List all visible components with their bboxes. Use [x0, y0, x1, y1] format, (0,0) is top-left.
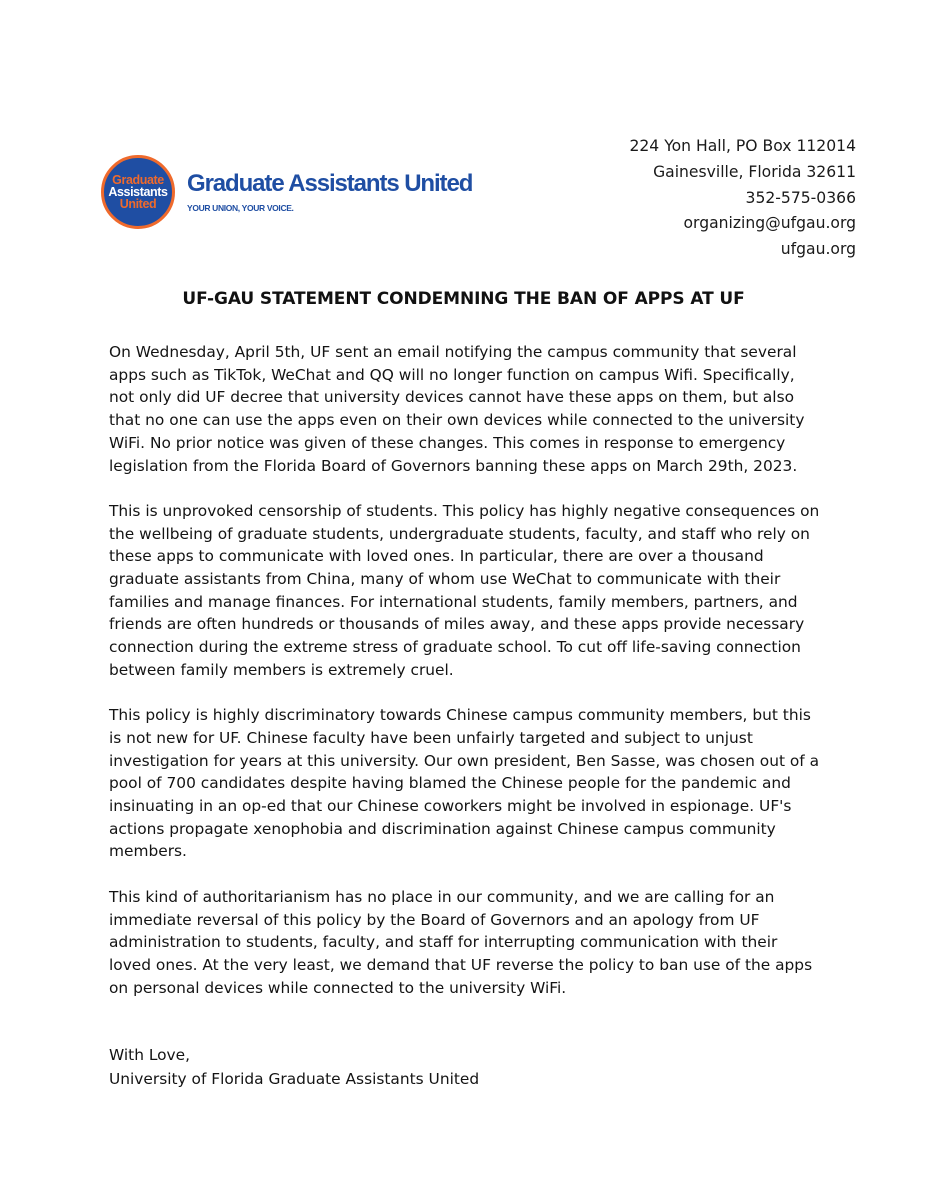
- gau-logo: [101, 155, 521, 231]
- paragraph-2: [109, 500, 829, 682]
- logo-emblem-line: Assistants: [108, 185, 168, 199]
- closing-block: [109, 1044, 479, 1091]
- text-line: that no one can use the apps even on their own devices while connected to the university: [109, 411, 805, 430]
- statement-title: UF-GAU STATEMENT CONDEMNING THE BAN OF APPS AT UF: [182, 289, 745, 309]
- statement-body: [109, 341, 829, 1022]
- text-line: On Wednesday, April 5th, UF sent an email notifying the campus community that several: [109, 343, 797, 361]
- text-line: loved ones. At the very least, we demand that UF reverse the policy to ban use of the apps: [109, 955, 813, 974]
- logo-wordmark: Graduate Assistants United: [187, 170, 473, 197]
- text-line: between family members is extremely cruel.: [109, 660, 454, 679]
- logo-emblem-line: Graduate: [112, 173, 164, 187]
- letterhead-address: [629, 134, 856, 263]
- address-phone: 352-575-0366: [745, 188, 856, 207]
- text-line: This policy is highly discriminatory towards Chinese campus community members, but this: [109, 706, 811, 725]
- closing-salutation: With Love,: [109, 1046, 191, 1064]
- text-line: the wellbeing of graduate students, undergraduate students, faculty, and staff who rely on: [109, 524, 810, 543]
- text-line: This kind of authoritarianism has no place in our community, and we are calling for an: [109, 887, 775, 906]
- text-line: This is unprovoked censorship of students. This policy has highly negative consequences on: [109, 501, 820, 520]
- text-line: immediate reversal of this policy by the Board of Governors and an apology from UF: [109, 910, 760, 929]
- address-website: ufgau.org: [780, 240, 856, 259]
- paragraph-1: [109, 341, 829, 477]
- address-city: Gainesville, Florida 32611: [653, 162, 856, 181]
- closing-signature: University of Florida Graduate Assistants United: [109, 1069, 480, 1088]
- text-line: legislation from the Florida Board of Governors banning these apps on March 29th, 2023.: [109, 456, 798, 475]
- text-line: these apps to communicate with loved ones. In particular, there are over a thousand: [109, 547, 764, 566]
- logo-tagline: YOUR UNION, YOUR VOICE.: [187, 203, 294, 213]
- text-line: families and manage finances. For international students, family members, partners, and: [109, 592, 798, 611]
- text-line: WiFi. No prior notice was given of these changes. This comes in response to emergency: [109, 433, 786, 452]
- text-line: graduate assistants from China, many of whom use WeChat to communicate with their: [109, 570, 781, 589]
- logo-emblem: [101, 155, 175, 229]
- text-line: actions propagate xenophobia and discrimination against Chinese campus community: [109, 819, 776, 838]
- text-line: apps such as TikTok, WeChat and QQ will no longer function on campus Wifi. Specifically,: [109, 365, 795, 384]
- text-line: is not new for UF. Chinese faculty have been unfairly targeted and subject to unjust: [109, 728, 753, 747]
- address-email: organizing@ufgau.org: [683, 214, 856, 233]
- paragraph-3: [109, 704, 829, 863]
- text-line: insinuating in an op-ed that our Chinese coworkers might be involved in espionage. UF's: [109, 797, 792, 816]
- text-line: members.: [109, 842, 187, 861]
- text-line: friends are often hundreds or thousands of miles away, and these apps provide necessary: [109, 615, 805, 634]
- paragraph-4: [109, 886, 829, 1000]
- text-line: on personal devices while connected to the university WiFi.: [109, 978, 567, 997]
- text-line: investigation for years at this university. Our own president, Ben Sasse, was chosen out of a: [109, 751, 820, 770]
- text-line: pool of 700 candidates despite having blamed the Chinese people for the pandemic and: [109, 774, 791, 793]
- text-line: connection during the extreme stress of graduate school. To cut off life-saving connection: [109, 638, 801, 657]
- logo-emblem-line: United: [119, 197, 157, 211]
- address-street: 224 Yon Hall, PO Box 112014: [629, 137, 856, 155]
- text-line: not only did UF decree that university devices cannot have these apps on them, but also: [109, 388, 795, 407]
- text-line: administration to students, faculty, and staff for interrupting communication with their: [109, 933, 778, 952]
